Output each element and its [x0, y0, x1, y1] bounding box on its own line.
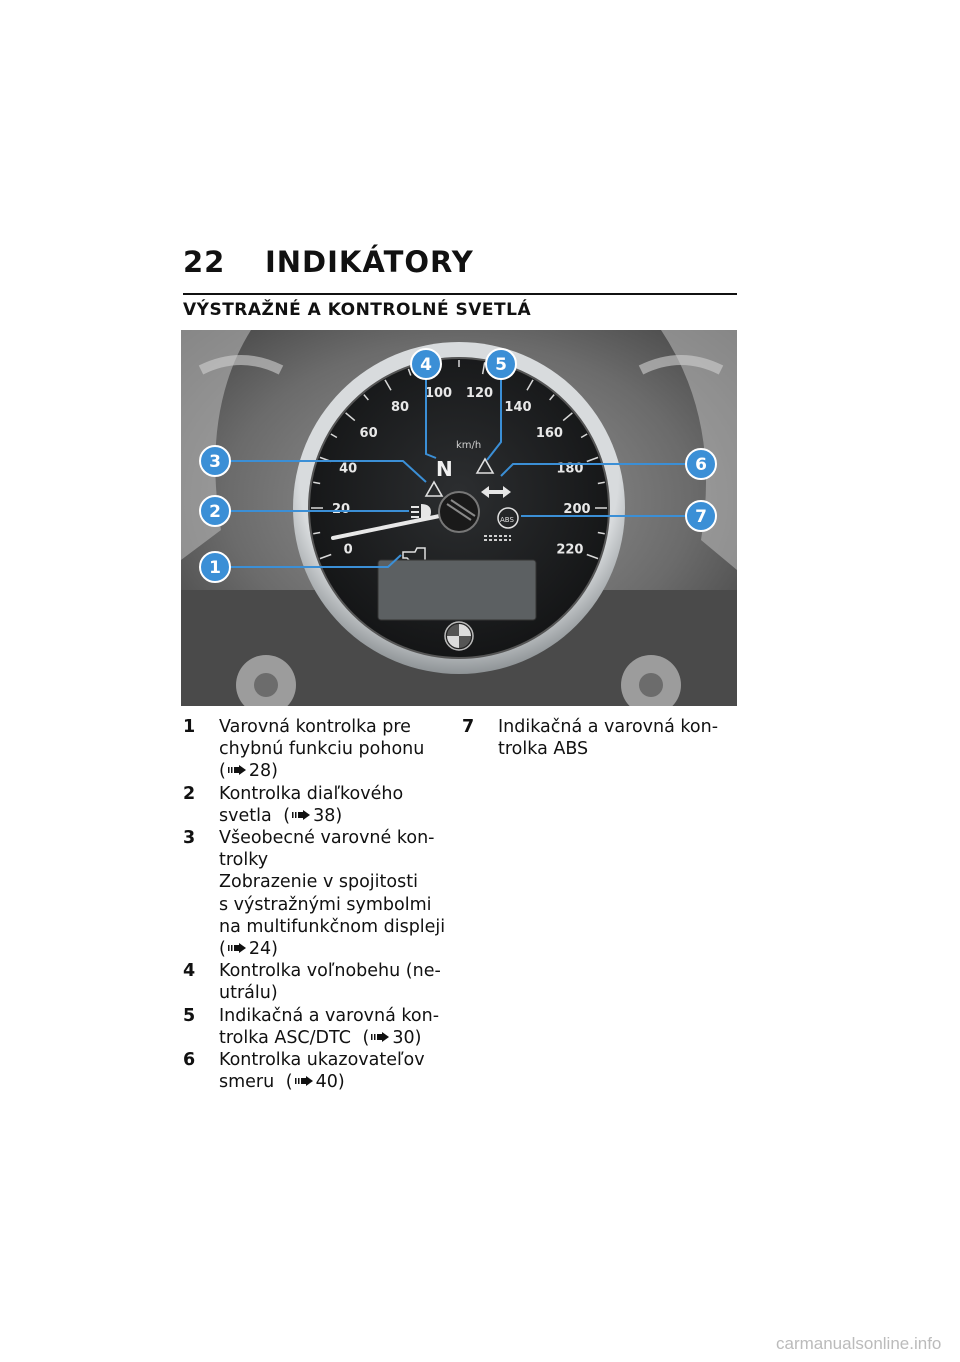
callout-7 — [686, 501, 716, 531]
page-reference-arrow-icon — [228, 765, 246, 775]
speed-label: 0 — [343, 542, 353, 558]
legend-item-2 — [183, 783, 445, 827]
legend-number: 6 — [183, 1050, 196, 1071]
legend-item-4 — [183, 960, 445, 1004]
speed-label: 140 — [504, 399, 532, 415]
legend-number: 4 — [183, 961, 196, 982]
legend-text: Indikačná a varovná kon- trolka ASC/DTC ( 30) — [219, 1005, 440, 1048]
speed-label: 20 — [331, 502, 351, 517]
legend-text: Kontrolka ukazovateľov smeru ( 40) — [219, 1050, 425, 1093]
speed-label: 40 — [339, 461, 358, 477]
page-reference: ( 24) — [219, 939, 278, 960]
speed-label: 160 — [535, 426, 563, 442]
legend-number: 1 — [183, 717, 196, 737]
callout-1 — [200, 552, 230, 582]
page-reference-arrow-icon — [228, 943, 246, 953]
speed-label: 220 — [556, 542, 584, 558]
watermark: carmanualsonline.info — [776, 1334, 942, 1353]
multifunction-display — [378, 560, 536, 620]
legend-text: Indikačná a varovná kon- trolka ABS — [498, 717, 719, 760]
header-rule — [183, 293, 737, 295]
legend-item-6 — [183, 1049, 445, 1093]
legend-item-5 — [183, 1005, 445, 1049]
neutral-indicator: N — [436, 457, 453, 481]
legend-item-7 — [462, 716, 737, 760]
page-reference-arrow-icon — [295, 1076, 313, 1086]
legend-number: 2 — [183, 783, 196, 804]
svg-text:ABS: ABS — [500, 516, 514, 524]
instrument-cluster-photo — [181, 330, 737, 706]
legend-text: Všeobecné varovné kon- trolky Zobrazenie v spojitosti s výstražnými symbolmi na multifunkčnom displeji ( 24) — [219, 828, 446, 960]
callout-3 — [200, 446, 230, 476]
legend-text: Varovná kontrolka pre chybnú funkciu pohonu ( 28) — [219, 716, 445, 783]
legend-column-1 — [183, 716, 445, 1093]
page-reference-arrow-icon — [292, 810, 310, 820]
svg-text:4: 4 — [420, 355, 432, 375]
speed-label: 180 — [556, 461, 584, 477]
svg-text:7: 7 — [695, 507, 707, 527]
page-reference: ( 38) — [283, 805, 343, 826]
bmw-logo — [445, 622, 473, 650]
legend-number: 7 — [462, 717, 475, 737]
chapter-title: INDIKÁTORY — [265, 245, 474, 279]
section-title: VÝSTRAŽNÉ A KONTROLNÉ SVETLÁ — [183, 300, 532, 320]
callout-5 — [486, 349, 516, 379]
svg-text:5: 5 — [495, 355, 507, 375]
svg-text:6: 6 — [695, 455, 707, 475]
legend-number: 3 — [183, 828, 196, 849]
svg-text:2: 2 — [209, 502, 221, 522]
speed-label: 100 — [424, 385, 453, 401]
speed-label: 200 — [563, 502, 591, 517]
page-reference: ( 40) — [285, 1072, 345, 1093]
speed-label: 60 — [359, 426, 378, 442]
svg-text:3: 3 — [209, 452, 221, 472]
legend-item-1 — [183, 716, 445, 783]
callout-2 — [200, 496, 230, 526]
legend-number: 5 — [183, 1005, 196, 1026]
unit-label: km/h — [456, 440, 482, 451]
legend-text: Kontrolka diaľkového svetla ( 38) — [219, 783, 404, 826]
legend-text: Kontrolka voľnobehu (ne- utrálu) — [219, 961, 441, 1004]
speed-label: 80 — [390, 399, 410, 415]
page-number: 22 — [183, 245, 226, 279]
page-reference: ( 30) — [362, 1027, 422, 1048]
callout-4 — [411, 349, 441, 379]
callout-6 — [686, 449, 716, 479]
speed-label: 120 — [465, 385, 494, 401]
page-reference: ( 28) — [219, 761, 278, 782]
legend-column-2 — [462, 716, 737, 760]
svg-text:1: 1 — [209, 558, 221, 578]
page-reference-arrow-icon — [371, 1032, 389, 1042]
legend-item-3 — [183, 827, 445, 960]
